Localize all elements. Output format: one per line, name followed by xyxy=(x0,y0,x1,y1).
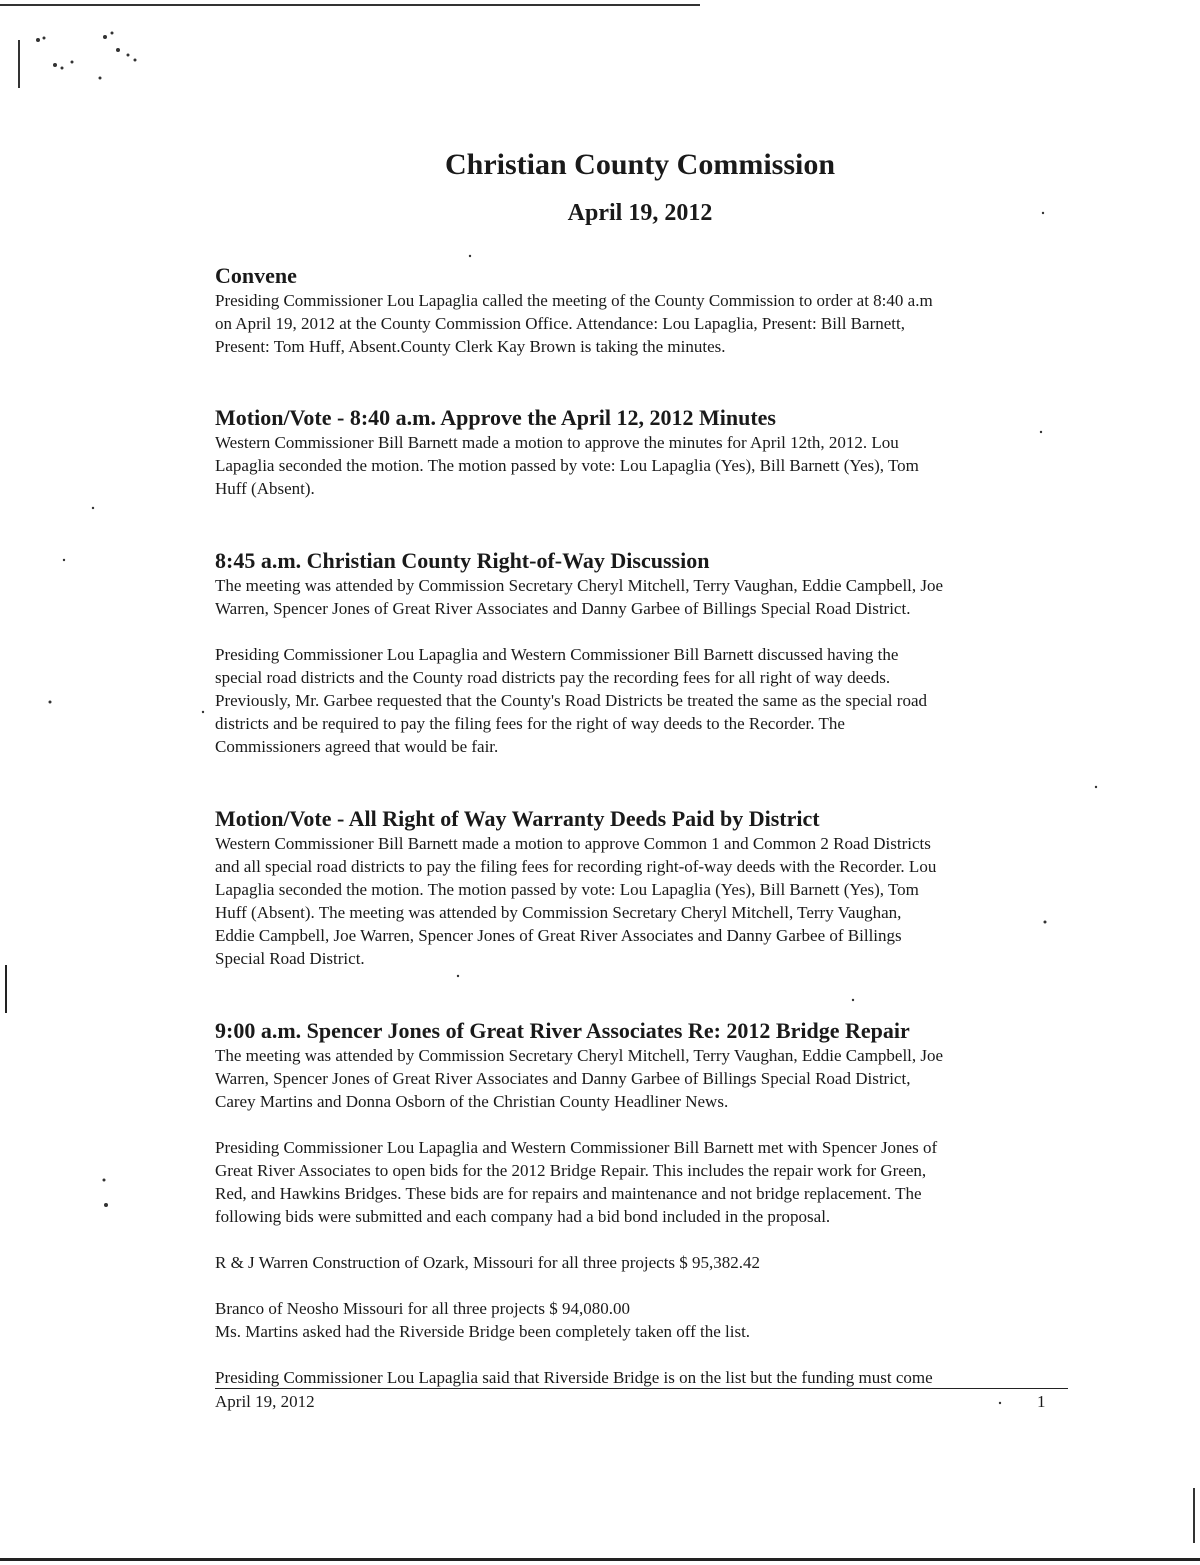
text-line: following bids were submitted and each company had a bid bond included in the proposal. xyxy=(215,1207,831,1226)
text-line: Presiding Commissioner Lou Lapaglia and Western Commissioner Bill Barnett met with Spencer Jones of xyxy=(215,1138,938,1157)
section-bridge-repair xyxy=(215,1018,1075,1389)
section-paragraph xyxy=(215,1136,1075,1228)
text-line: Present: Tom Huff, Absent.County Clerk Kay Brown is taking the minutes. xyxy=(215,337,726,356)
text-line: Carey Martins and Donna Osborn of the Christian County Headliner News. xyxy=(215,1092,729,1111)
text-line: The meeting was attended by Commission Secretary Cheryl Mitchell, Terry Vaughan, Eddie Campbell, Joe xyxy=(215,576,944,595)
section-paragraph xyxy=(215,289,1075,358)
text-line: Lapaglia seconded the motion. The motion passed by vote: Lou Lapaglia (Yes), Bill Barnett (Yes), Tom xyxy=(215,880,919,899)
text-line: R & J Warren Construction of Ozark, Missouri for all three projects $ 95,382.42 xyxy=(215,1253,761,1272)
document-title: Christian County Commission xyxy=(444,148,836,181)
section-paragraph xyxy=(215,1044,1075,1113)
text-line: Ms. Martins asked had the Riverside Bridge been completely taken off the list. xyxy=(215,1322,751,1341)
text-line: Special Road District. xyxy=(215,949,365,968)
section-paragraph xyxy=(215,1366,1075,1389)
text-line: Presiding Commissioner Lou Lapaglia said that Riverside Bridge is on the list but the funding must come xyxy=(215,1368,933,1387)
text-line: districts and be required to pay the filing fees for the right of way deeds to the Recorder. The xyxy=(215,714,845,733)
bid-entry xyxy=(215,1297,1075,1343)
text-line: Branco of Neosho Missouri for all three projects $ 94,080.00 xyxy=(215,1299,630,1318)
section-warranty-deeds-vote xyxy=(215,806,1075,970)
text-line: Previously, Mr. Garbee requested that the County's Road Districts be treated the same as the special road xyxy=(215,691,927,710)
footer-rule xyxy=(215,1388,1068,1389)
text-line: Western Commissioner Bill Barnett made a motion to approve the minutes for April 12th, 2012. Lou xyxy=(215,433,899,452)
text-line: Great River Associates to open bids for the 2012 Bridge Repair. This includes the repair work for Green, xyxy=(215,1161,927,1180)
section-right-of-way-discussion xyxy=(215,548,1075,758)
text-line: Red, and Hawkins Bridges. These bids are for repairs and maintenance and not bridge replacement. The xyxy=(215,1184,922,1203)
bid-entry xyxy=(215,1251,1075,1274)
section-heading: 9:00 a.m. Spencer Jones of Great River Associates Re: 2012 Bridge Repair xyxy=(215,1018,910,1043)
section-paragraph xyxy=(215,643,1075,758)
text-line: special road districts and the County road districts pay the recording fees for all right of way deeds. xyxy=(215,668,891,687)
section-heading: Convene xyxy=(215,263,297,288)
text-line: Huff (Absent). The meeting was attended by Commission Secretary Cheryl Mitchell, Terry Vaughan, xyxy=(215,903,902,922)
footer-date: April 19, 2012 xyxy=(215,1392,315,1411)
text-line: Western Commissioner Bill Barnett made a motion to approve Common 1 and Common 2 Road Districts xyxy=(215,834,931,853)
document-date: April 19, 2012 xyxy=(567,200,713,226)
section-convene xyxy=(215,263,1075,358)
text-line: Presiding Commissioner Lou Lapaglia called the meeting of the County Commission to order at 8:40 a.m xyxy=(215,291,933,310)
section-approve-minutes xyxy=(215,405,1075,500)
text-line: Warren, Spencer Jones of Great River Associates and Danny Garbee of Billings Special Road District, xyxy=(215,1069,911,1088)
section-heading: Motion/Vote - All Right of Way Warranty Deeds Paid by District xyxy=(215,806,820,831)
text-line: on April 19, 2012 at the County Commission Office. Attendance: Lou Lapaglia, Present: Bill Barnett, xyxy=(215,314,905,333)
text-line: Presiding Commissioner Lou Lapaglia and Western Commissioner Bill Barnett discussed having the xyxy=(215,645,899,664)
page-number: 1 xyxy=(1037,1392,1046,1411)
text-line: Eddie Campbell, Joe Warren, Spencer Jones of Great River Associates and Danny Garbee of Billings xyxy=(215,926,902,945)
text-line: Warren, Spencer Jones of Great River Associates and Danny Garbee of Billings Special Road District. xyxy=(215,599,911,618)
text-line: Commissioners agreed that would be fair. xyxy=(215,737,499,756)
section-paragraph xyxy=(215,832,1075,970)
text-line: and all special road districts to pay the filing fees for recording right-of-way deeds with the Recorder. Lou xyxy=(215,857,937,876)
text-line: Lapaglia seconded the motion. The motion passed by vote: Lou Lapaglia (Yes), Bill Barnett (Yes), Tom xyxy=(215,456,919,475)
section-paragraph xyxy=(215,431,1075,500)
section-heading: 8:45 a.m. Christian County Right-of-Way Discussion xyxy=(215,548,710,573)
text-line: The meeting was attended by Commission Secretary Cheryl Mitchell, Terry Vaughan, Eddie Campbell, Joe xyxy=(215,1046,944,1065)
section-heading: Motion/Vote - 8:40 a.m. Approve the April 12, 2012 Minutes xyxy=(215,405,776,430)
section-paragraph xyxy=(215,574,1075,620)
text-line: Huff (Absent). xyxy=(215,479,315,498)
